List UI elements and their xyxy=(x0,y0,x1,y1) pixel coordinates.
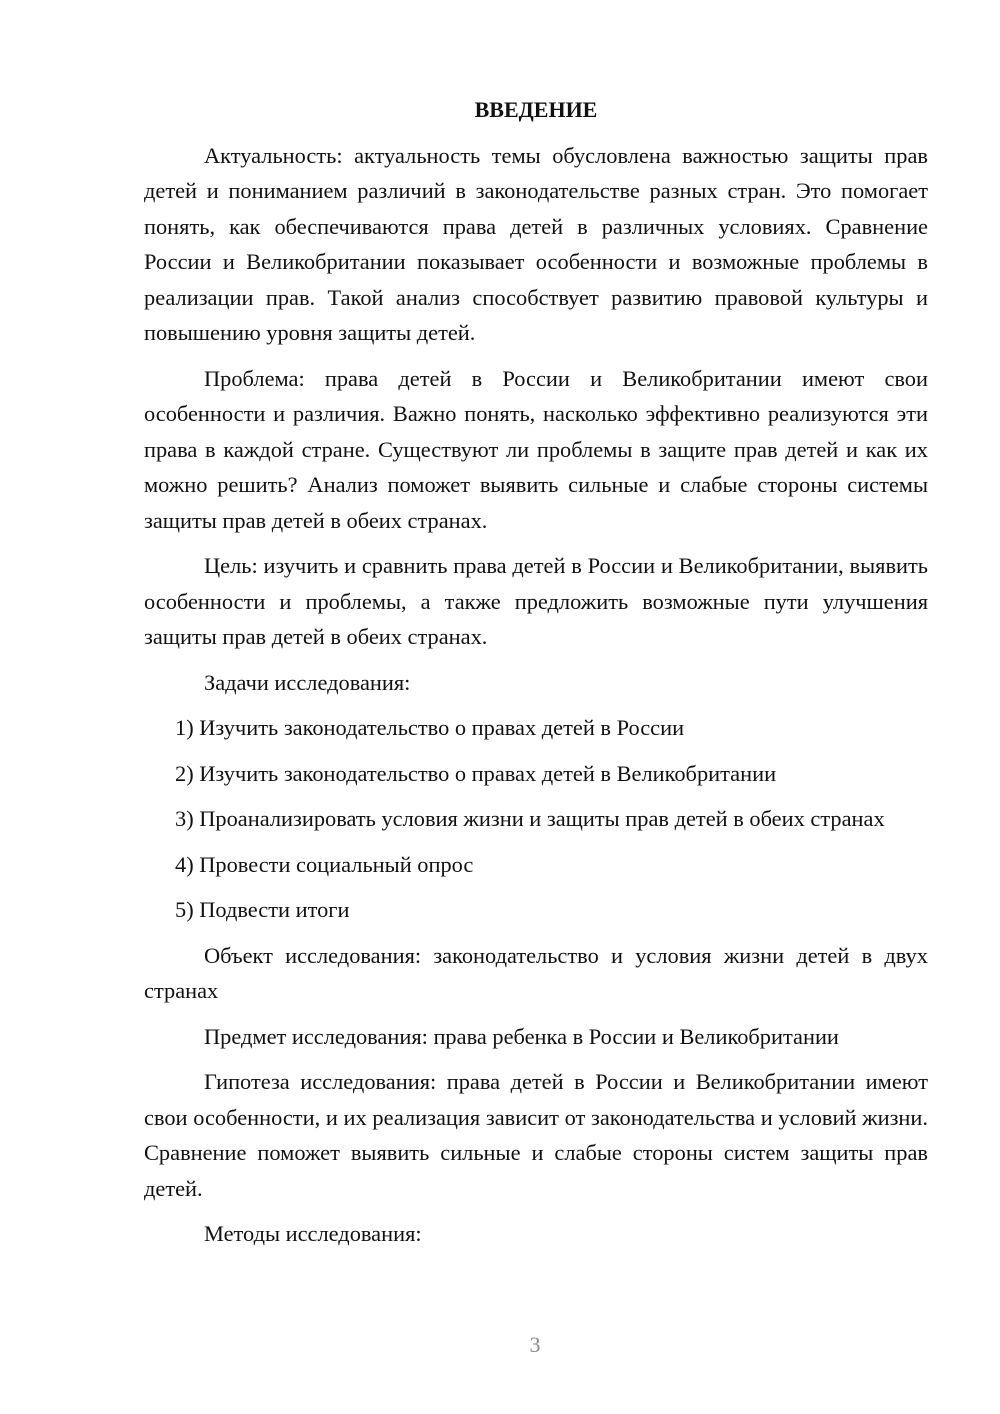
task-item: 5) Подвести итоги xyxy=(175,897,350,922)
task-item: 4) Провести социальный опрос xyxy=(175,851,474,877)
task-item: 1) Изучить законодательство о правах детей в России xyxy=(175,715,685,740)
page-number: 3 xyxy=(529,1332,541,1357)
tasks-list xyxy=(144,710,928,928)
task-item: 3) Проанализировать условия жизни и защиты прав детей в обеих странах xyxy=(175,806,885,831)
subject-paragraph: Предмет исследования: права ребенка в России и Великобритании xyxy=(204,1023,839,1049)
methods-title: Методы исследования: xyxy=(204,1221,422,1246)
goal-paragraph: Цель: изучить и сравнить права детей в России и Великобритании, выявить особенности и проблемы, а также предложить возможные пути улучшения защиты прав детей в обеих странах. xyxy=(144,553,928,649)
tasks-title: Задачи исследования: xyxy=(204,669,411,695)
task-item: 2) Изучить законодательство о правах детей в Великобритании xyxy=(175,760,777,786)
object-paragraph: Объект исследования: законодательство и условия жизни детей в двух странах xyxy=(144,942,928,1003)
page-content xyxy=(144,92,928,1262)
relevance-paragraph: Актуальность: актуальность темы обусловлена важностью защиты прав детей и пониманием различий в законодательстве разных стран. Это помогает понять, как обеспечиваются права детей в различных условиях. Сравнение России и Великобритании показывает особенности и возможные проблемы в реализации прав. Такой анализ способствует развитию правовой культуры и повышению уровня защиты детей. xyxy=(144,142,928,345)
section-heading: ВВЕДЕНИЕ xyxy=(474,97,598,122)
hypothesis-paragraph: Гипотеза исследования: права детей в России и Великобритании имеют свои особенности, и их реализация зависит от законодательства и условий жизни. Сравнение поможет выявить сильные и слабые стороны систем защиты прав детей. xyxy=(144,1069,928,1201)
problem-paragraph: Проблема: права детей в России и Великобритании имеют свои особенности и различия. Важно понять, насколько эффективно реализуются эти права в каждой стране. Существуют ли проблемы в защите прав детей и как их можно решить? Анализ поможет выявить сильные и слабые стороны системы защиты прав детей в обеих странах. xyxy=(144,365,928,533)
